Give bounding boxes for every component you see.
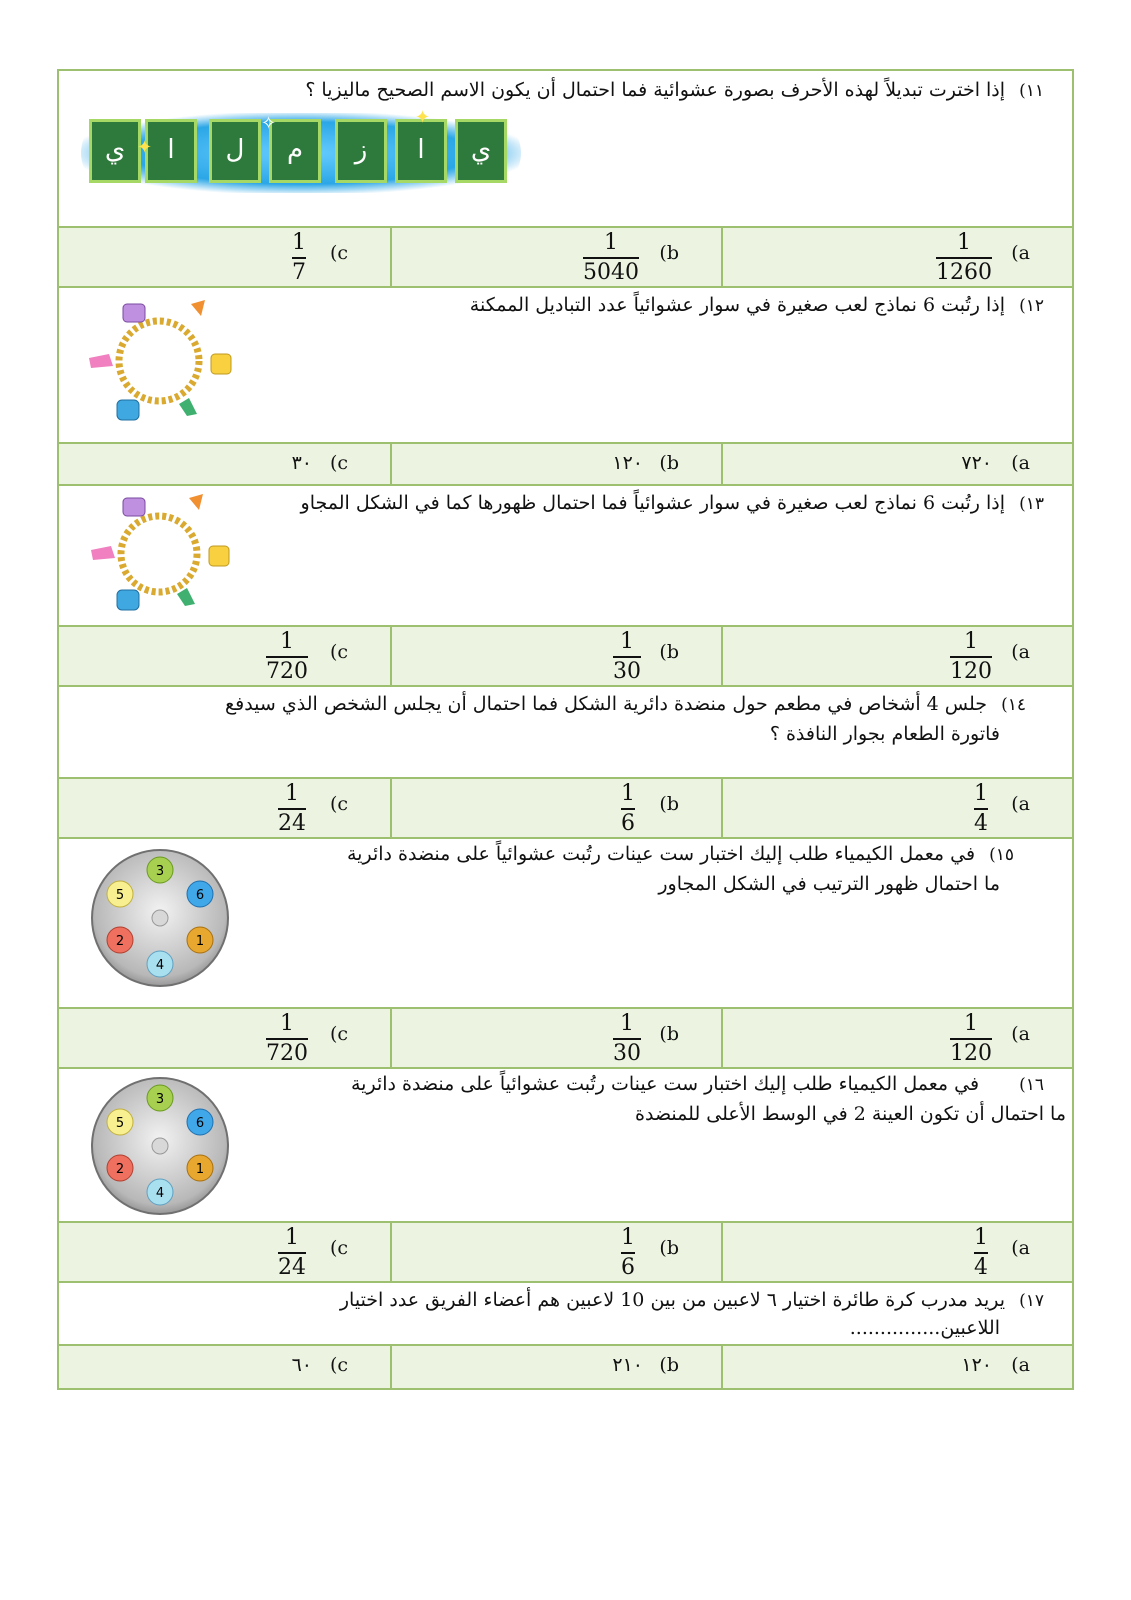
sample-label: 3 xyxy=(155,1092,165,1107)
sample-label: 3 xyxy=(155,864,165,879)
option-b[interactable]: (b ٢١٠ xyxy=(390,1346,721,1388)
sample-tray-image xyxy=(89,847,231,989)
sample-label: 1 xyxy=(195,934,205,949)
bracelet-image xyxy=(79,492,239,616)
fraction: 1 120 xyxy=(950,629,992,684)
fraction: 1 6 xyxy=(621,1225,635,1280)
letter-tile: ل xyxy=(209,119,261,183)
sparkle-icon: ✦ xyxy=(137,137,153,158)
question-number: ١٣) xyxy=(1019,494,1044,514)
question-text-cont: فاتورة الطعام بجوار النافذة ؟ xyxy=(769,723,1000,745)
sample-label: 2 xyxy=(115,934,125,949)
question-text-cont: اللاعبين............... xyxy=(849,1317,1000,1339)
option-c[interactable]: (c 1 24 xyxy=(278,1225,348,1280)
fraction: 1 1260 xyxy=(936,230,992,285)
fraction: 1 720 xyxy=(266,1011,308,1066)
question-text: إذا رتُبت 6 نماذج لعب صغيرة في سوار عشوائياً عدد التباديل الممكنة xyxy=(469,294,1006,316)
option-b[interactable]: (b 1 30 xyxy=(390,627,721,685)
letter-tile: ي xyxy=(455,119,507,183)
sample-label: 4 xyxy=(155,958,165,973)
answers-11 xyxy=(59,228,1072,288)
sample-label: 5 xyxy=(115,888,125,903)
question-text: إذا اخترت تبديلاً لهذه الأحرف بصورة عشوائية فما احتمال أن يكون الاسم الصحيح ماليزيا ؟ xyxy=(305,79,1006,101)
answers-13 xyxy=(59,627,1072,687)
option-c[interactable]: (c ٣٠ xyxy=(291,452,348,474)
option-a[interactable]: (a 1 1260 xyxy=(721,228,1072,286)
sample-label: 6 xyxy=(195,888,205,903)
question-17 xyxy=(59,1283,1072,1346)
question-text: يريد مدرب كرة طائرة اختيار ٦ لاعبين من بين 10 لاعبين هم أعضاء الفريق عدد اختيار xyxy=(339,1289,1006,1311)
letter-tiles-image xyxy=(81,107,521,193)
letter-tile: ز xyxy=(335,119,387,183)
question-number: ١٥) xyxy=(989,845,1014,865)
question-text-cont: ما احتمال أن تكون العينة 2 في الوسط الأعلى للمنضدة xyxy=(635,1103,1066,1125)
option-b[interactable]: (b 1 6 xyxy=(390,779,721,837)
option-a[interactable]: (a 1 4 xyxy=(721,1223,1072,1281)
option-c[interactable]: (c 1 24 xyxy=(278,781,348,836)
worksheet-table xyxy=(57,69,1074,1390)
option-b[interactable]: (b 1 6 xyxy=(390,1223,721,1281)
question-number: ١٤) xyxy=(1001,695,1026,715)
option-b[interactable]: (b 1 5040 xyxy=(390,228,721,286)
answers-12 xyxy=(59,444,1072,486)
fraction: 1 24 xyxy=(278,1225,306,1280)
question-text: إذا رتُبت 6 نماذج لعب صغيرة في سوار عشوائياً فما احتمال ظهورها كما في الشكل المجاو xyxy=(300,492,1006,514)
answers-17 xyxy=(59,1346,1072,1388)
question-16 xyxy=(59,1069,1072,1223)
question-12 xyxy=(59,288,1072,444)
bracelet-image xyxy=(79,296,239,426)
option-b[interactable]: (b ١٢٠ xyxy=(390,444,721,484)
option-c[interactable]: (c 1 720 xyxy=(266,1011,348,1066)
sample-label: 1 xyxy=(195,1162,205,1177)
option-a[interactable]: (a 1 120 xyxy=(721,1009,1072,1067)
question-14 xyxy=(59,687,1072,779)
option-a[interactable]: (a 1 120 xyxy=(721,627,1072,685)
question-number: ١١) xyxy=(1019,81,1044,101)
fraction: 1 5040 xyxy=(583,230,639,285)
sample-label: 5 xyxy=(115,1116,125,1131)
sample-tray-image xyxy=(89,1075,231,1217)
fraction: 1 120 xyxy=(950,1011,992,1066)
answers-14 xyxy=(59,779,1072,839)
fraction: 1 4 xyxy=(974,1225,988,1280)
fraction: 1 30 xyxy=(613,629,641,684)
answers-15 xyxy=(59,1009,1072,1069)
fraction: 1 7 xyxy=(292,230,306,285)
fraction: 1 6 xyxy=(621,781,635,836)
question-text: جلس 4 أشخاص في مطعم حول منضدة دائرية الشكل فما احتمال أن يجلس الشخص الذي سيدفع xyxy=(225,693,988,715)
sample-label: 4 xyxy=(155,1186,165,1201)
option-c[interactable]: (c 1 720 xyxy=(266,629,348,684)
question-11 xyxy=(59,71,1072,228)
sparkle-icon: ✧ xyxy=(261,113,277,134)
question-13 xyxy=(59,486,1072,627)
question-text-cont: ما احتمال ظهور الترتيب في الشكل المجاور xyxy=(658,873,1000,895)
option-c[interactable]: (c 1 7 xyxy=(292,230,348,285)
sample-label: 2 xyxy=(115,1162,125,1177)
letter-tile: م xyxy=(269,119,321,183)
question-15 xyxy=(59,839,1072,1009)
question-number: ١٦) xyxy=(1019,1075,1044,1095)
fraction: 1 720 xyxy=(266,629,308,684)
option-a[interactable]: (a 1 4 xyxy=(721,779,1072,837)
option-c[interactable]: (c ٦٠ xyxy=(291,1354,348,1376)
fraction: 1 24 xyxy=(278,781,306,836)
sparkle-icon: ✦ xyxy=(415,107,431,128)
sample-label: 6 xyxy=(195,1116,205,1131)
option-a[interactable]: (a ١٢٠ xyxy=(721,1346,1072,1388)
question-number: ١٢) xyxy=(1019,296,1044,316)
fraction: 1 4 xyxy=(974,781,988,836)
letter-tile: ا xyxy=(395,119,447,183)
option-b[interactable]: (b 1 30 xyxy=(390,1009,721,1067)
question-number: ١٧) xyxy=(1019,1291,1044,1311)
fraction: 1 30 xyxy=(613,1011,641,1066)
question-text: في معمل الكيمياء طلب إليك اختبار ست عينات رتُبت عشوائياً على منضدة دائرية xyxy=(350,1073,980,1095)
option-a[interactable]: (a ٧٢٠ xyxy=(721,444,1072,484)
question-text: في معمل الكيمياء طلب إليك اختبار ست عينات رتُبت عشوائياً على منضدة دائرية xyxy=(346,843,976,865)
answers-16 xyxy=(59,1223,1072,1283)
letter-tile: ا xyxy=(145,119,197,183)
letter-tile: ي xyxy=(89,119,141,183)
